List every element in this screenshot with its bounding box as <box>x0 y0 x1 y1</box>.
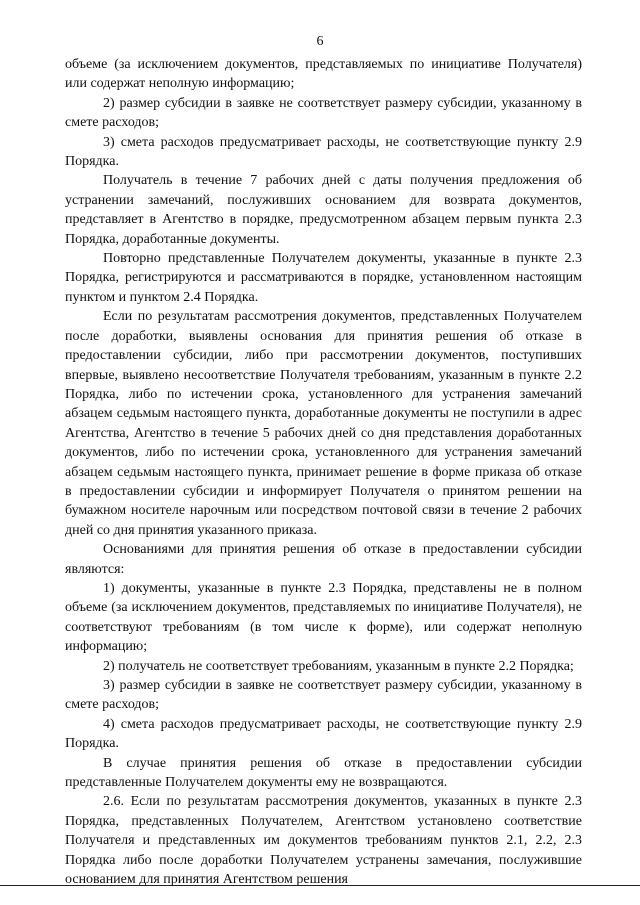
paragraph: 2) получатель не соответствует требованиям, указанным в пункте 2.2 Порядка; <box>103 658 574 674</box>
paragraph: Если по результатам рассмотрения документов, представленных Получателем после доработки, выявлены основания для принятия решения об отказе в предоставлении субсидии, либо при рассмотрении документов, поступивших впервые, выявлено несоответствие Получателя требованиям, указанным в пункте 2.2 Порядка, либо по истечении срока, установленного для устранения замечаний абзацем седьмым настоящего пункта, доработанные документы не поступили в адрес Агентства, Агентство в течение 5 рабочих дней со дня представления доработанных документов, либо по истечении срока, установленного для устранения замечаний абзацем седьмым настоящего пункта, принимает решение в форме приказа об отказе в предоставлении субсидии и информирует Получателя о принятом решении на бумажном носителе нарочным или посредством почтовой связи в течение 2 рабочих дней со дня принятия указанного приказа. <box>65 309 582 538</box>
paragraph: 3) размер субсидии в заявке не соответствует размеру субсидии, указанному в смете расходов; <box>65 678 582 713</box>
paragraph: 3) смета расходов предусматривает расходы, не соответствующие пункту 2.9 Порядка. <box>65 134 582 170</box>
paragraph: 4) смета расходов предусматривает расходы, не соответствующие пункту 2.9 Порядка. <box>65 716 582 752</box>
paragraph: В случае принятия решения об отказе в предоставлении субсидии представленные Получателем документы ему не возвращаются. <box>65 755 582 791</box>
paragraph: 2.6. Если по результатам рассмотрения документов, указанных в пункте 2.3 Порядка, представленных Получателем, Агентством установлено соответствие Получателя и представленных им документов требованиям пунктов 2.1, 2.2, 2.3 Порядка либо после доработки Получателем устранены замечания, послужившие основанием для принятия Агентством решения <box>65 794 582 888</box>
page-number: 6 <box>316 34 324 49</box>
paragraph: Получатель в течение 7 рабочих дней с даты получения предложения об устранении замечаний, послуживших основанием для возврата документов, представляет в Агентство в порядке, предусмотренном абзацем первым пункта 2.3 Порядка, доработанные документы. <box>65 173 582 247</box>
paragraph: 1) документы, указанные в пункте 2.3 Порядка, представлены не в полном объеме (за исключением документов, представляемых по инициативе Получателя), не соответствуют требованиям (в том числе к форме), или содержат неполную информацию; <box>65 580 582 655</box>
paragraph: Основаниями для принятия решения об отказе в предоставлении субсидии являются: <box>65 542 582 577</box>
paragraph: 2) размер субсидии в заявке не соответствует размеру субсидии, указанному в смете расходов; <box>65 95 582 131</box>
paragraph: Повторно представленные Получателем документы, указанные в пункте 2.3 Порядка, регистрируются и рассматриваются в порядке, установленном настоящим пунктом и пунктом 2.4 Порядка. <box>65 251 582 305</box>
bottom-rule <box>0 885 640 886</box>
document-body <box>65 55 582 889</box>
paragraph: объеме (за исключением документов, представляемых по инициативе Получателя) или содержат неполную информацию; <box>65 57 582 92</box>
